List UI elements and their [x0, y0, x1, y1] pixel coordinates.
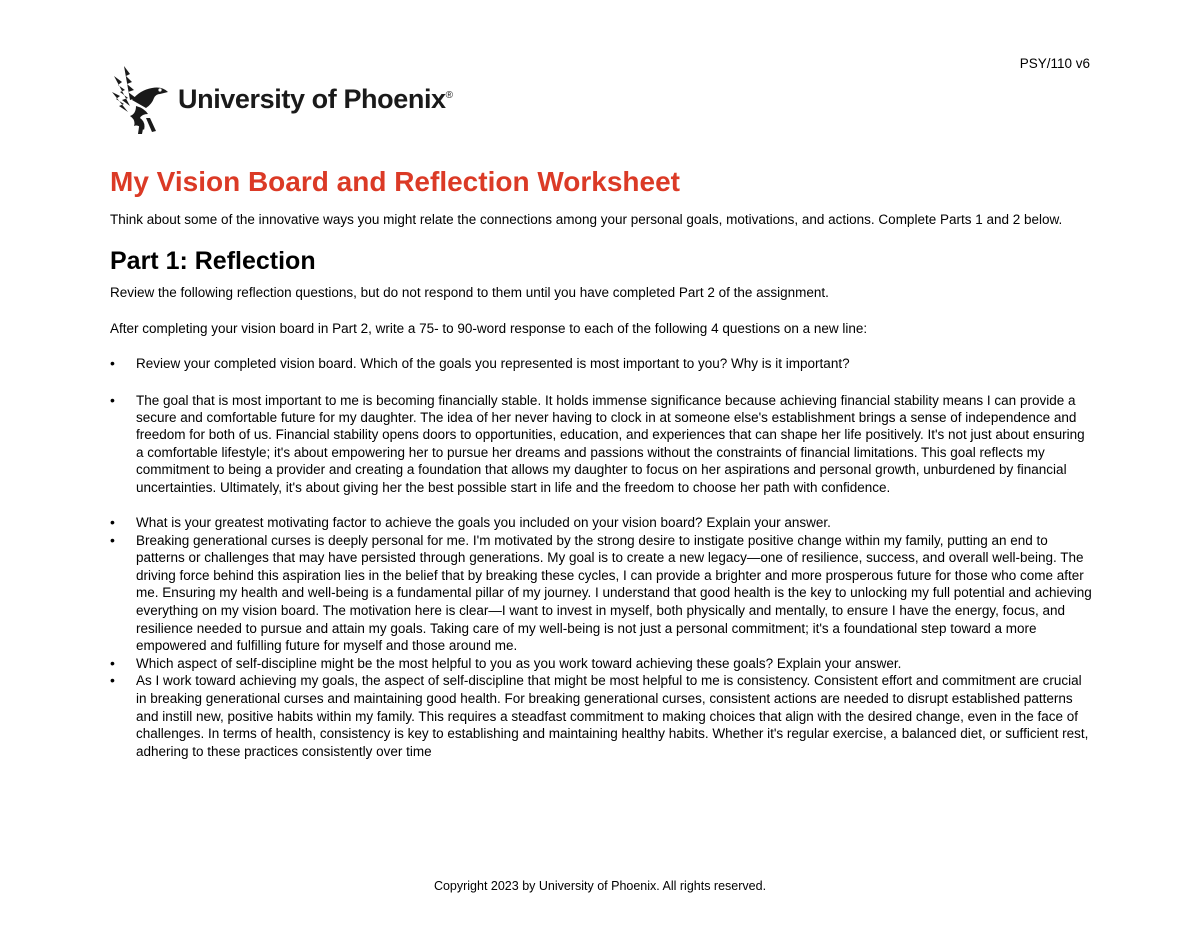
part1-heading: Part 1: Reflection: [110, 247, 316, 275]
bullet-icon: •: [110, 531, 115, 548]
list-item-question-1: [110, 355, 1095, 373]
bullet-icon: •: [110, 391, 115, 408]
bullet-icon: •: [110, 355, 115, 371]
question-1-text: Review your completed vision board. Which of the goals you represented is most important to you? Why is it important?: [136, 356, 850, 371]
bullet-icon: •: [110, 672, 115, 689]
intro-paragraph: Think about some of the innovative ways you might relate the connections among your personal goals, motivations, and actions. Complete Parts 1 and 2 below.: [110, 212, 1063, 227]
answer-2-text: Breaking generational curses is deeply personal for me. I'm motivated by the strong desire to instigate positive change within my family, putting an end to patterns or challenges that may have persisted through generations. My goal is to create a new legacy—one of resilience, success, and overall well-being. The driving force behind this aspiration lies in the belief that by breaking these cycles, I can provide a brighter and more prosperous future for those who come after me. Ensuring my health and well-being is a fundamental pillar of my journey. I understand that good health is the key to unlocking my full potential and achieving everything on my vision board. The motivation here is clear—I want to invest in myself, both physically and mentally, to ensure I have the energy, focus, and resilience needed to pursue and attain my goals. Taking care of my well-being is not just a personal commitment; it's a foundational step toward a more empowered and fulfilling future for myself and those around me.: [136, 532, 1092, 654]
list-item-question-3: [110, 655, 1095, 673]
course-code: PSY/110 v6: [1019, 56, 1090, 71]
logo-wordmark: University of Phoenix®: [178, 83, 453, 114]
question-2-text: What is your greatest motivating factor to achieve the goals you included on your vision board? Explain your answer.: [136, 515, 831, 531]
question-3-text: Which aspect of self-discipline might be the most helpful to you as you work toward achieving these goals? Explain your answer.: [136, 655, 902, 671]
list-item-question-2: [110, 514, 1095, 532]
page-title: My Vision Board and Reflection Worksheet: [110, 166, 680, 197]
list-item-answer-2: [110, 532, 1095, 655]
answer-1-text: The goal that is most important to me is becoming financially stable. It holds immense significance because achieving financial stability means I can provide a secure and comfortable future for my daughter. The idea of her never having to clock in at someone else's establishment brings a sense of independence and freedom for both of us. Financial stability opens doors to opportunities, education, and experiences that can shape her life positively. It's not just about ensuring a comfortable lifestyle; it's about empowering her to pursue her dreams and passions without the constraints of financial limitations. This goal reflects my commitment to being a provider and creating a foundation that allows my daughter to focus on her aspirations and personal growth, unburdened by financial uncertainties. Ultimately, it's about giving her the best possible start in life and the freedom to choose her path with confidence.: [136, 392, 1085, 495]
question-list: [110, 355, 1095, 760]
list-item-answer-3: [110, 672, 1095, 760]
bullet-icon: •: [110, 654, 115, 671]
phoenix-bird-icon: [110, 64, 172, 136]
document-body: [110, 163, 1095, 760]
bullet-icon: •: [110, 514, 115, 531]
list-item-answer-1: [110, 392, 1095, 496]
copyright-footer: Copyright 2023 by University of Phoenix. All rights reserved.: [433, 879, 767, 893]
instruction-paragraph: After completing your vision board in Part 2, write a 75- to 90-word response to each of the following 4 questions on a new line:: [110, 321, 868, 336]
review-note: Review the following reflection questions, but do not respond to them until you have completed Part 2 of the assignment.: [110, 285, 829, 300]
answer-3-text: As I work toward achieving my goals, the aspect of self-discipline that might be most helpful to me is consistency. Consistent effort and commitment are crucial in breaking generational curses and maintaining good health. For breaking generational curses, consistent actions are needed to disrupt established patterns and instill new, positive habits within my family. This requires a steadfast commitment to making choices that align with the desired change, even in the face of challenges. In terms of health, consistency is key to establishing and maintaining healthy habits. Whether it's regular exercise, a balanced diet, or sufficient rest, adhering to these practices consistently over time: [136, 673, 1089, 759]
university-logo: [110, 64, 453, 136]
